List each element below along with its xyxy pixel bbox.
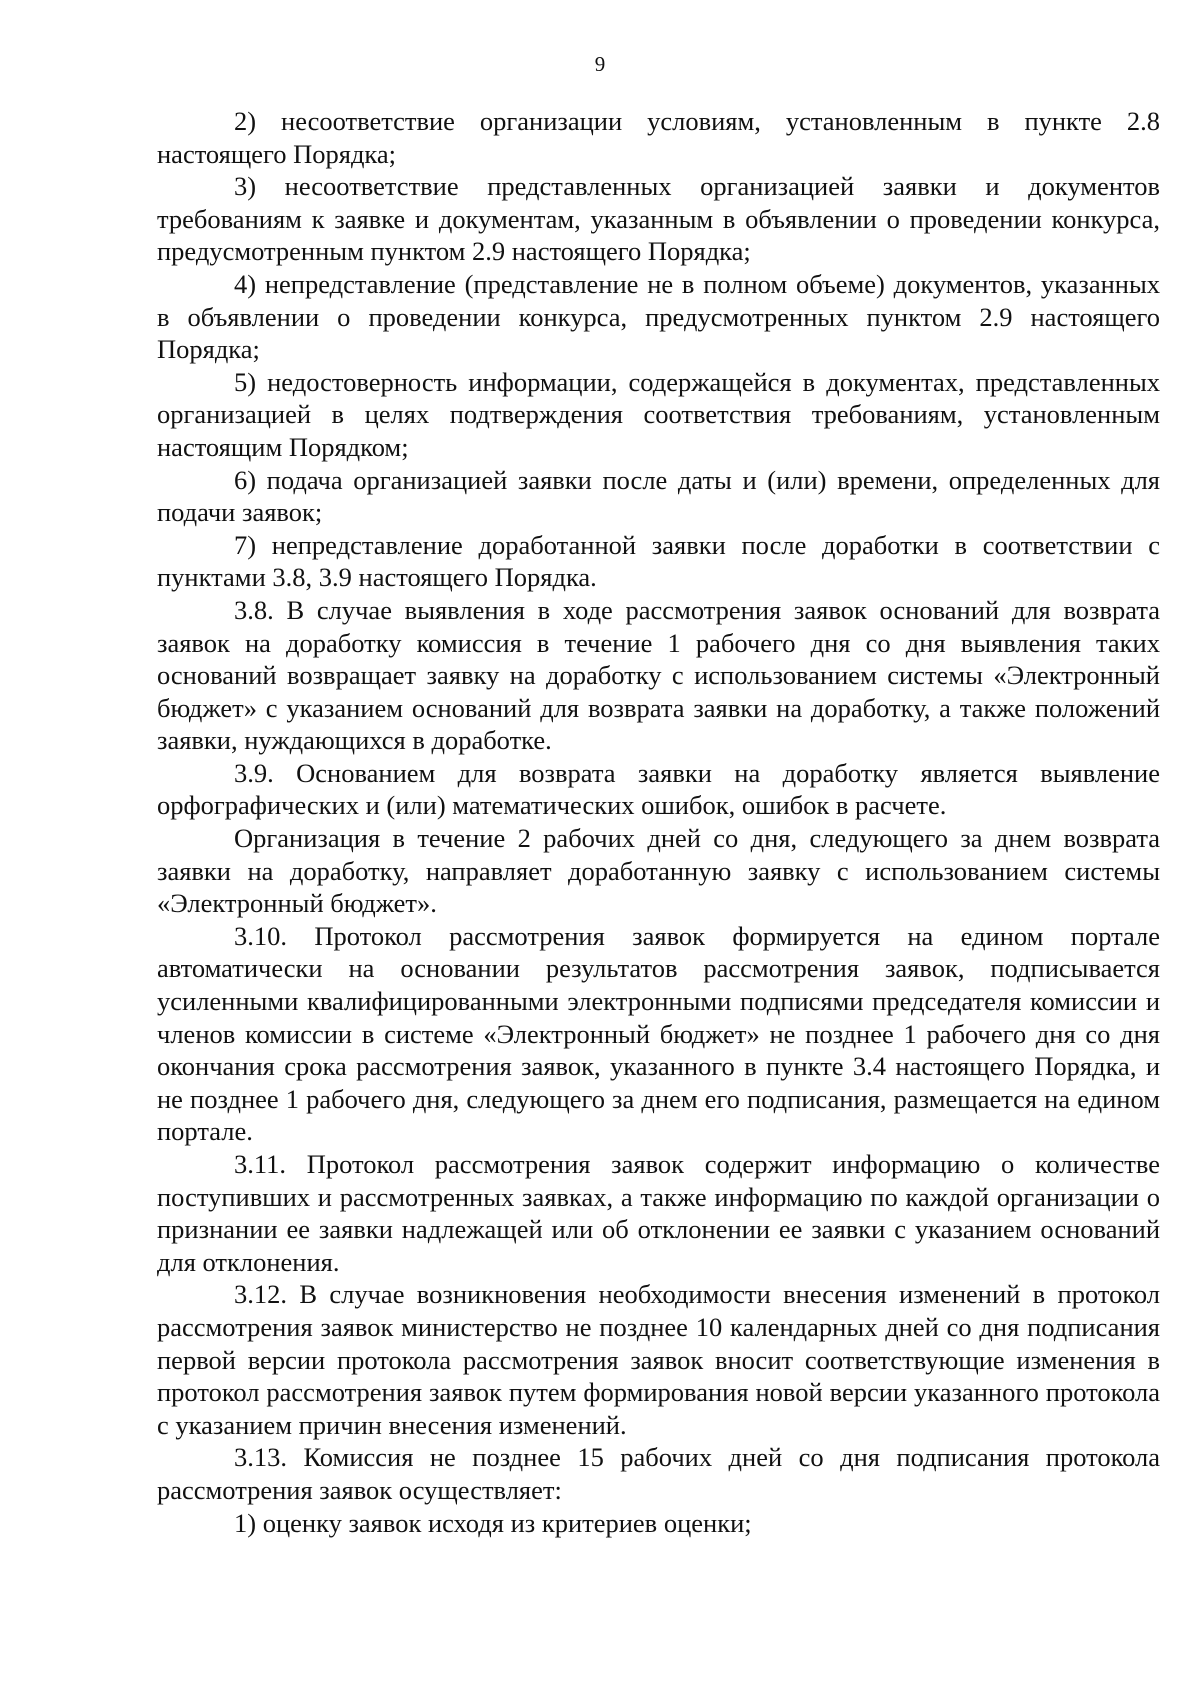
paragraph-section-3-13: 3.13. Комиссия не позднее 15 рабочих дней со дня подписания протокола рассмотрения заявок осуществляет: xyxy=(157,1442,1160,1505)
paragraph-item-5: 5) недостоверность информации, содержащейся в документах, представленных организацией в целях подтверждения соответствия требованиям, установленным настоящим Порядком; xyxy=(157,366,1160,462)
paragraph-section-3-9: 3.9. Основанием для возврата заявки на доработку является выявление орфографических и (или) математических ошибок, ошибок в расчете. xyxy=(157,757,1160,821)
paragraph-item-2: 2) несоответствие организации условиям, установленным в пункте 2.8 настоящего Порядка; xyxy=(157,106,1160,169)
page-number: 9 xyxy=(594,52,606,76)
paragraph-section-3-12: 3.12. В случае возникновения необходимости внесения изменений в протокол рассмотрения заявок министерство не позднее 10 календарных дней со дня подписания первой версии протокола рассмотрения заявок вносит соответствующие изменения в протокол рассмотрения заявок путем формирования новой версии указанного протокола с указанием причин внесения изменений. xyxy=(157,1279,1160,1440)
paragraph-section-3-13-item-1: 1) оценку заявок исходя из критериев оценки; xyxy=(234,1507,752,1538)
paragraph-item-4: 4) непредставление (представление не в полном объеме) документов, указанных в объявлении о проведении конкурса, предусмотренных пунктом 2.9 настоящего Порядка; xyxy=(157,268,1160,365)
paragraph-item-3: 3) несоответствие представленных организацией заявки и документов требованиям к заявке и документам, указанным в объявлении о проведении конкурса, предусмотренным пунктом 2.9 настоящего Порядка; xyxy=(157,171,1160,267)
paragraph-item-6: 6) подача организацией заявки после даты и (или) времени, определенных для подачи заявок; xyxy=(157,464,1160,528)
paragraph-item-7: 7) непредставление доработанной заявки после доработки в соответствии с пунктами 3.8, 3.9 настоящего Порядка. xyxy=(157,529,1160,593)
document-body xyxy=(157,105,1160,1539)
paragraph-section-3-10: 3.10. Протокол рассмотрения заявок формируется на едином портале автоматически на основании результатов рассмотрения заявок, подписывается усиленными квалифицированными электронными подписями председателя комиссии и членов комиссии в системе «Электронный бюджет» не позднее 1 рабочего дня со дня окончания срока рассмотрения заявок, указанного в пункте 3.4 настоящего Порядка, и не позднее 1 рабочего дня, следующего за днем его подписания, размещается на едином портале. xyxy=(157,920,1160,1147)
paragraph-section-3-9-continued: Организация в течение 2 рабочих дней со дня, следующего за днем возврата заявки на доработку, направляет доработанную заявку с использованием системы «Электронный бюджет». xyxy=(157,823,1160,919)
paragraph-section-3-11: 3.11. Протокол рассмотрения заявок содержит информацию о количестве поступивших и рассмотренных заявках, а также информацию по каждой организации о признании ее заявки надлежащей или об отклонении ее заявки с указанием оснований для отклонения. xyxy=(157,1149,1160,1277)
paragraph-section-3-8: 3.8. В случае выявления в ходе рассмотрения заявок оснований для возврата заявок на доработку комиссия в течение 1 рабочего дня со дня выявления таких оснований возвращает заявку на доработку с использованием системы «Электронный бюджет» с указанием оснований для возврата заявки на доработку, а также положений заявки, нуждающихся в доработке. xyxy=(157,594,1160,756)
